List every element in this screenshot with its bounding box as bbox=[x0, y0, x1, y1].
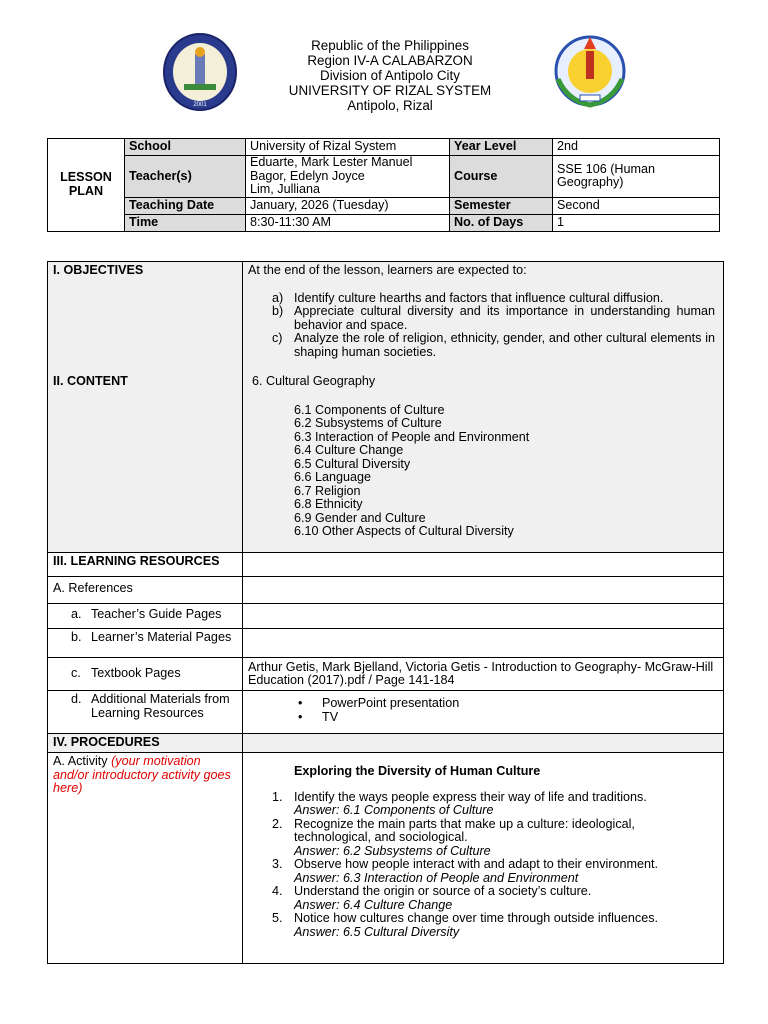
time-value: 8:30-11:30 AM bbox=[246, 214, 450, 231]
content-topic: 6.5 Cultural Diversity bbox=[294, 456, 411, 471]
content-topics-list bbox=[248, 404, 718, 539]
procedures-label: IV. PROCEDURES bbox=[48, 734, 243, 753]
year-level-value: 2nd bbox=[553, 139, 720, 156]
activity-step: 1. Identify the ways people express their way of life and traditions. Answer: 6.1 Components of Culture bbox=[248, 791, 715, 818]
activity-answer: Answer: 6.1 Components of Culture bbox=[294, 803, 494, 817]
materials-list bbox=[248, 697, 718, 724]
teacher-name: Lim, Julliana bbox=[250, 182, 320, 196]
activity-step: 3. Observe how people interact with and adapt to their environment. Answer: 6.3 Interaction of People and Environment bbox=[248, 858, 715, 885]
references-label: A. References bbox=[48, 577, 243, 604]
objectives-label: I. OBJECTIVES bbox=[53, 263, 144, 277]
activity-answer: Answer: 6.5 Cultural Diversity bbox=[294, 924, 460, 939]
objectives-content-cell bbox=[243, 262, 724, 553]
objectives-content-label-cell bbox=[48, 262, 243, 553]
content-topic: 6.1 Components of Culture bbox=[294, 402, 445, 417]
material-item: • TV bbox=[298, 711, 718, 725]
material-item: • PowerPoint presentation bbox=[298, 697, 718, 711]
teacher-name: Eduarte, Mark Lester Manuel bbox=[250, 155, 413, 169]
course-value: SSE 106 (Human Geography) bbox=[553, 156, 720, 198]
activity-steps-list bbox=[248, 791, 718, 940]
textbook-pages-label: c. Textbook Pages bbox=[48, 658, 243, 691]
content-topic: 6.3 Interaction of People and Environment bbox=[294, 429, 530, 444]
content-topic: 6.2 Subsystems of Culture bbox=[294, 416, 442, 430]
additional-materials-value bbox=[243, 691, 724, 734]
activity-title: Exploring the Diversity of Human Culture bbox=[294, 764, 541, 778]
lesson-info-table bbox=[47, 138, 720, 232]
references-value bbox=[243, 577, 724, 604]
activity-answer: Answer: 6.4 Culture Change bbox=[294, 897, 453, 912]
lesson-main-table bbox=[47, 261, 724, 964]
activity-label-cell bbox=[48, 753, 243, 964]
activity-step: 2. Recognize the main parts that make up a culture: ideological, technological, and sociological. Answer: 6.2 Subsystems of Culture bbox=[248, 818, 715, 859]
year-level-label: Year Level bbox=[450, 139, 553, 156]
procedures-value bbox=[243, 734, 724, 753]
objectives-list bbox=[248, 292, 718, 360]
content-topic: 6.9 Gender and Culture bbox=[294, 510, 426, 525]
semester-value: Second bbox=[553, 197, 720, 214]
additional-materials-label: d. Additional Materials from Learning Resources bbox=[48, 691, 243, 734]
learning-resources-label: III. LEARNING RESOURCES bbox=[48, 553, 243, 577]
teachers-guide-label: a. Teacher’s Guide Pages bbox=[48, 604, 243, 629]
course-label: Course bbox=[450, 156, 553, 198]
header-line: Antipolo, Rizal bbox=[347, 98, 433, 113]
urs-seal-logo bbox=[162, 32, 238, 112]
days-value: 1 bbox=[553, 214, 720, 231]
header-line: Division of Antipolo City bbox=[320, 68, 460, 83]
activity-note: (your motivation and/or introductory activity goes here) bbox=[53, 754, 231, 795]
time-label: Time bbox=[125, 214, 246, 231]
teachers-value bbox=[246, 156, 450, 198]
activity-step: 4. Understand the origin or source of a society’s culture. Answer: 6.4 Culture Change bbox=[248, 885, 715, 912]
objective-item: a) Identify culture hearths and factors that influence cultural diffusion. bbox=[272, 290, 664, 305]
learning-resources-value bbox=[243, 553, 724, 577]
learners-material-value bbox=[243, 629, 724, 658]
activity-label: A. Activity bbox=[53, 754, 112, 768]
learners-material-label: b. Learner’s Material Pages bbox=[48, 629, 243, 658]
teachers-label: Teacher(s) bbox=[125, 156, 246, 198]
content-topic: 6.4 Culture Change bbox=[294, 443, 404, 457]
header-line: UNIVERSITY OF RIZAL SYSTEM bbox=[288, 83, 492, 98]
content-title: 6. Cultural Geography bbox=[252, 374, 376, 388]
header-line: Republic of the Philippines bbox=[311, 38, 469, 53]
content-topic: 6.8 Ethnicity bbox=[294, 497, 363, 511]
content-topic: 6.10 Other Aspects of Cultural Diversity bbox=[294, 524, 514, 538]
semester-label: Semester bbox=[450, 197, 553, 214]
teacher-name: Bagor, Edelyn Joyce bbox=[250, 168, 365, 183]
urs-seal-year: 2001 bbox=[193, 102, 207, 108]
school-label: School bbox=[125, 139, 246, 156]
header-line: Region IV-A CALABARZON bbox=[307, 53, 473, 68]
teachers-guide-value bbox=[243, 604, 724, 629]
activity-answer: Answer: 6.2 Subsystems of Culture bbox=[294, 843, 491, 858]
textbook-pages-value: Arthur Getis, Mark Bjelland, Victoria Getis - Introduction to Geography- McGraw-Hill Education (2017).pdf / Page 141-184 bbox=[243, 658, 724, 691]
page-header bbox=[240, 38, 540, 113]
content-topic: 6.7 Religion bbox=[294, 483, 361, 498]
objective-item: b) Appreciate cultural diversity and its importance in understanding human behavior and space. bbox=[272, 304, 715, 332]
objectives-intro: At the end of the lesson, learners are expected to: bbox=[248, 263, 527, 277]
activity-content-cell bbox=[243, 753, 724, 964]
college-of-education-logo bbox=[544, 29, 636, 111]
activity-answer: Answer: 6.3 Interaction of People and Environment bbox=[294, 870, 579, 885]
teaching-date-label: Teaching Date bbox=[125, 197, 246, 214]
activity-step: 5. Notice how cultures change over time through outside influences. Answer: 6.5 Cultural Diversity bbox=[248, 912, 715, 939]
content-label: II. CONTENT bbox=[53, 373, 128, 388]
teaching-date-value: January, 2026 (Tuesday) bbox=[246, 197, 450, 214]
days-label: No. of Days bbox=[450, 214, 553, 231]
school-value: University of Rizal System bbox=[246, 139, 450, 156]
objective-item: c) Analyze the role of religion, ethnicity, gender, and other cultural elements in shaping human societies. bbox=[272, 331, 715, 359]
lesson-plan-label: LESSON PLAN bbox=[48, 139, 125, 232]
content-topic: 6.6 Language bbox=[294, 470, 372, 484]
